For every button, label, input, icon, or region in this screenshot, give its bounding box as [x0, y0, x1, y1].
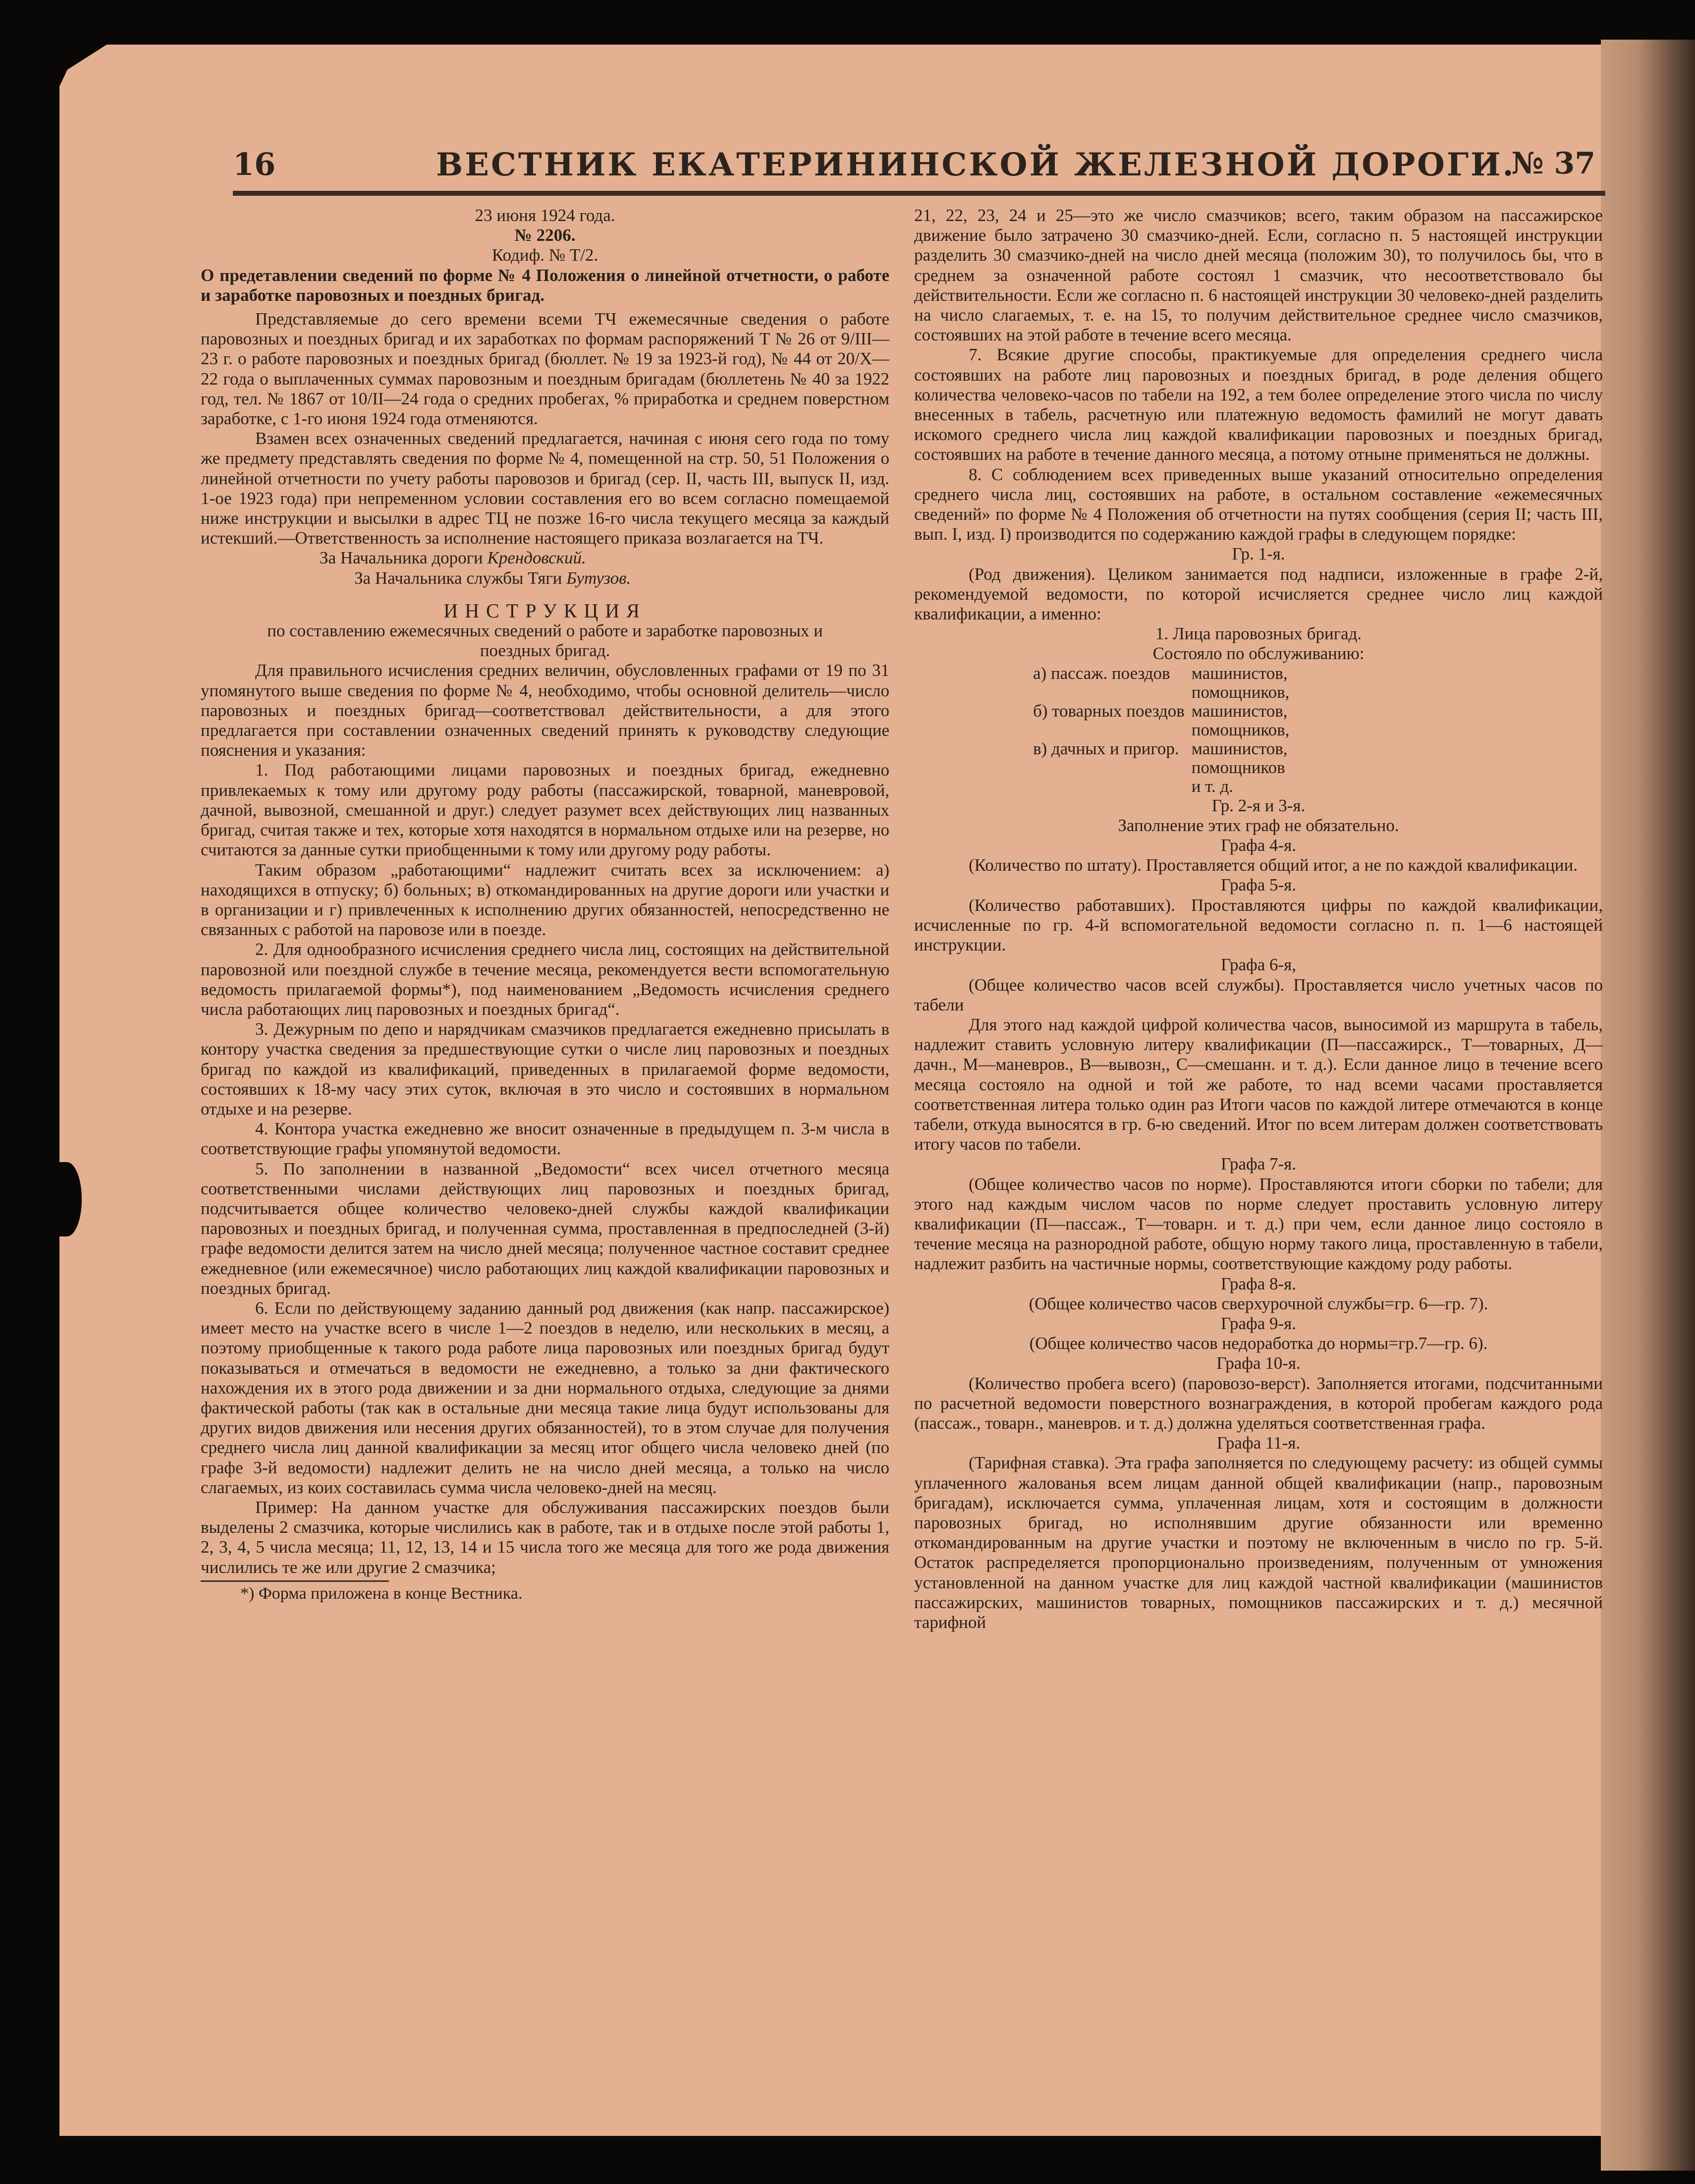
column-heading: Графа 4-я. — [1220, 836, 1297, 855]
instruction-item: 1. Под работающими лицами паровозных и поездных бригад, ежедневно привлекаемых к тому или другому роду работы (пассажирской, товарной, маневровой, дачной, вывозной, смешанной и друг.) следует разумет всех действующих лиц названных бригад, считая также и тех, которые хотя находятся в нормальном отдыхе или на резерве, но считаются за данные сутки приобщенными к тому или другому роду работы. — [201, 760, 889, 860]
service-role: и т. д. — [1191, 776, 1233, 796]
order-date: 23 июня 1924 года. — [475, 206, 615, 225]
column-text: (Количество пробега всего) (паровозо-верст). Заполняется итогами, подсчитанными по расчетной ведомости поверстного вознаграждения, в которой пробегам каждого рода (пассаж., товарн., маневров. и т. д.) должна уделяться соответственная графа. — [914, 1373, 1603, 1433]
column-subheading: Состояло по обслуживанию: — [1152, 644, 1365, 664]
right-column — [914, 206, 1603, 1632]
column-heading: Гр. 2-я и 3-я. — [1211, 795, 1306, 815]
example-continued: 21, 22, 23, 24 и 25—это же число смазчиков; всего, таким образом на пассажирское движение было затрачено 30 смазчико-дней. Если, согласно п. 5 настоящей инструкции разделить 30 смазчико-дней на число дней месяца (положим 30), то получилось бы, что в среднем за означенной работе состоял 1 смазчик, что несоответствовало бы действительности. Если же согласно п. 6 настоящей инструкции 30 человеко-дней разделить на число слагаемых, т. е. на 15, то получим действительное среднее число смазчиков, состоявших на этой работе в течение всего месяца. — [914, 206, 1603, 345]
service-label: б) товарных поездов — [1033, 701, 1185, 721]
column-text: (Род движения). Целиком занимается под надписи, изложенные в графе 2-й, рекомендуемой ведомости, по которой исчисляется среднее число лиц каждой квалификации, а именно: — [914, 564, 1603, 624]
column-heading: Гр. 1-я. — [1232, 544, 1285, 564]
instruction-item: 6. Если по действующему заданию данный род движения (как напр. пассажирское) имеет место на участке всего в числе 1—2 поездов в неделю, или нескольких в месяц, а поэтому приобщенные к такого рода работе лица паровозных или поездных бригад будут показываться и отмечаться в ведомости не ежедневно, а только за дни фактического нахождения их в этого рода движении и за дни нормального отдыха, следующие за днями фактической работы (так как в остальные дни месяца такие лица будут использованы для других видов движения или несения других обязанностей), то в этом случае для получения среднего числа лиц данной квалификации за месяц итог общего числа человеко дней (по графе 3-й ведомости) надлежит делить не на число дней месяца, а только на число слагаемых, из коих составилась сумма числа человеко-дней на месяц. — [201, 1298, 889, 1497]
order-subject: О предетавлении сведений по форме № 4 Положения о линейной отчетности, о работе и заработке паровозных и поездных бригад. — [201, 265, 889, 305]
instruction-item: Таким образом „работающими“ надлежит считать всех за исключением: а) находящихся в отпуску; б) больных; в) откомандированных на другие дороги или участки и в организации и г) привлеченных к исполнению других обязанностей, непосредственно не связанных с работой на паровозе или в поезде. — [201, 860, 889, 940]
service-role: помощников, — [1191, 720, 1290, 739]
instruction-item: 3. Дежурным по депо и нарядчикам смазчиков предлагается ежедневно присылать в контору участка сведения за предшествующие сутки о числе лиц паровозных и поездных бригад по каждой из квалификаций, приведенных в прилагаемой форме ведомости, состоявших к 18-му часу этих суток, включая в это число и состоявших в нормальном отдыхе и на резерве. — [201, 1019, 889, 1119]
service-label: а) пассаж. поездов — [1033, 663, 1170, 683]
journal-title: ВЕСТНИК ЕКАТЕРИНИНСКОЙ ЖЕЛЕЗНОЙ ДОРОГИ. — [436, 146, 1516, 183]
order-paragraph: Представляемые до сего времени всеми ТЧ ежемесячные сведения о работе паровозных и поездных бригад и их заработках по формам распоряжений Т № 26 от 9/III—23 г. о работе паровозных и поездных бригад (бюллет. № 19 за 1923-й год), № 44 от 20/X—22 года о выплаченных суммах паровозным и поездным бригадам (бюллетень № 40 за 1922 год, тел. № 1867 от 10/II—24 года о средних пробегах, % приработка и среднем поверстном заработке, с 1-го июня 1924 года отменяются. — [201, 309, 889, 429]
service-table — [1033, 664, 1296, 796]
footnote-rule — [201, 1580, 389, 1582]
signature-chief: За Начальника дороги Крендовский. — [320, 548, 586, 568]
service-role: машинистов, — [1191, 701, 1288, 721]
instruction-item: 2. Для однообразного исчисления среднего числа лиц, состоящих на действительной паровозной или поездной службе в течение месяца, рекомендуется вести вспомогательную ведомость прилагаемой формы*), под наименованием „Ведомость исчисления среднего числа работающих лиц паровозных и поездных бригад“. — [201, 940, 889, 1019]
column-heading: Графа 11-я. — [1216, 1433, 1301, 1453]
column-text: (Количество по штату). Проставляется общий итог, а не по каждой квалификации. — [969, 855, 1578, 875]
instruction-heading: ИНСТРУКЦИЯ — [443, 599, 647, 622]
service-role: машинистов, — [1191, 663, 1288, 683]
service-label: в) дачных и пригор. — [1033, 738, 1179, 758]
column-subheading: 1. Лица паровозных бригад. — [1155, 624, 1362, 644]
service-row — [1033, 702, 1296, 739]
left-column — [201, 206, 889, 1604]
next-page-edge — [1601, 40, 1695, 2171]
order-paragraph: Взамен всех означенных сведений предлагается, начиная с июня сего года по тому же предмету представлять сведения по форме № 4, помещенной на стр. 50, 51 Положения о линейной отчетности по учету работы паровозов и бригад (сер. II, часть III, выпуск II, изд. 1-ое 1923 года) при непременном условии составления его во всем согласно помещаемой ниже инструкции и высылки в адрес ТЦ не позже 16-го числа текущего месяца за каждый истекший.—Ответственность за исполнение настоящего приказа возлагается на ТЧ. — [201, 429, 889, 548]
column-heading: Графа 7-я. — [1220, 1154, 1297, 1174]
instruction-item: 5. По заполнении в названной „Ведомости“ всех чисел отчетного месяца соответственными числами действующих лиц паровозных и поездных бригад, подсчитывается общее количество человеко-дней службы каждой квалификации паровозных и поездных бригад, и полученная сумма, проставленная в предпоследней (3-й) графе ведомости делится затем на число дней месяца; полученное частное составит среднее ежедневное (или ежемесячное) число работающих лиц каждой квалификации паровозных и поездных бригад. — [201, 1159, 889, 1298]
instruction-item: 4. Контора участка ежедневно же вносит означенные в предыдущем п. 3-м числа в соответствующие графы упомянутой ведомости. — [201, 1119, 889, 1159]
column-heading: Графа 9-я. — [1220, 1313, 1297, 1333]
column-text: (Общее количество часов сверхурочной службы=гр. 6—гр. 7). — [1029, 1293, 1488, 1313]
column-text: Для этого над каждой цифрой количества часов, выносимой из маршрута в табель, надлежит ставить условную литеру квалификации (П—пассажирск., Т—товарных, Д—дачн., М—маневров., В—вывозн,, С—смешанн. и т. д.). Если данное лицо в течение всего месяца состояло на одной и той же работе, то над всеми часами проставляется соответственная литера только один раз Итоги часов по каждой литере отмечаются в конце табели, откуда выносятся в гр. 6-ю сведений. Итог по всем литерам должен соответствовать итогу часов по табели. — [914, 1014, 1603, 1154]
service-role: помощников — [1191, 757, 1285, 777]
service-row — [1033, 664, 1296, 702]
instruction-intro: Для правильного исчисления средних величин, обусловленных графами от 19 по 31 упомянутого выше сведения по форме № 4, необходимо, чтобы основной делитель—число паровозных и поездных бригад—соответствовал действительности, а для этого предлагается при составлении означенных сведений принять к руководству следующие пояснения и указания: — [201, 661, 889, 760]
binding-hole — [52, 1162, 82, 1236]
instruction-example: Пример: На данном участке для обслуживания пассажирских поездов были выделены 2 смазчика, которые числились как в работе, так и в отдыхе после этой работы 1, 2, 3, 4, 5 числа месяца; 11, 12, 13, 14 и 15 числа того же месяца для того же рода движения числились те же или другие 2 смазчика; — [201, 1498, 889, 1577]
page-number: 16 — [233, 146, 276, 182]
column-text: Заполнение этих граф не обязательно. — [1118, 815, 1399, 835]
service-row — [1033, 739, 1296, 796]
instruction-subtitle: по составлению ежемесячных сведений о работе и заработке паровозных и поездных бригад. — [267, 621, 823, 661]
column-text: (Общее количество часов недоработка до нормы=гр.7—гр. 6). — [1029, 1334, 1488, 1353]
footnote: *) Форма приложена в конце Вестника. — [240, 1584, 523, 1603]
page-header — [233, 146, 1605, 196]
column-heading: Графа 6-я, — [1220, 955, 1297, 975]
column-heading: Графа 8-я. — [1220, 1274, 1297, 1293]
column-text: (Общее количество часов всей службы). Проставляется число учетных часов по табели — [914, 975, 1603, 1014]
column-text: (Общее количество часов по норме). Проставляются итоги сборки по табели; для этого над каждым числом часов по норме следует проставить условную литеру квалификации (П—пассаж., Т—товарн. и т. д.) при чем, если данное лицо состояло в течение месяца на разнородной работе, общую норму такого лица, проставленную в табели, надлежит разбить на частичные нормы, соответствующие каждому роду работы. — [914, 1174, 1603, 1274]
column-heading: Графа 5-я. — [1220, 875, 1297, 895]
order-number: № 2206. — [514, 225, 576, 245]
column-text: (Тарифная ставка). Эта графа заполняется по следующему расчету: из общей суммы уплаченного жалованья всем лицам данной общей квалификации (напр., паровозным бригадам), исключается сумма, уплаченная лицам, хотя и состоящим в должности паровозных бригад, но исполнявшим другие обязанности или временно откомандированным на другие участки и поэтому не включенным в число по гр. 5-й. Остаток распределяется пропорционально произведениям, полученным от умножения установленной на данном участке для лиц каждой частной квалификации (машинистов пассажирских, машинистов товарных, помощников пассажирских и т. д.) месячной тарифной — [914, 1453, 1603, 1632]
signature-traction: За Начальника службы Тяги Бутузов. — [354, 568, 631, 588]
service-role: машинистов, — [1191, 738, 1288, 758]
instruction-item: 8. С соблюдением всех приведенных выше указаний относительно определения среднего числа лиц, состоявших на работе, в остальном составление «ежемесячных сведений» по форме № 4 Положения об отчетности на путях сообщения (серия II; часть III, вып. I, изд. I) производится по содержанию каждой графы в следующем порядке: — [914, 464, 1603, 544]
column-text: (Количество работавших). Проставляются цифры по каждой квалификации, исчисленные по гр. 4-й вспомогательной ведомости согласно п. п. 1—6 настоящей инструкции. — [914, 895, 1603, 955]
instruction-item: 7. Всякие другие способы, практикуемые для определения среднего числа состоявших на работе лиц паровозных и поездных бригад, в роде деления общего количества человеко-часов по табели на 192, а тем более определение этого числа по числу внесенных в табель, расчетную или платежную ведомость фамилий не могут давать искомого среднего числа лиц каждой квалификации паровозных и поездных бригад, состоявших на работе в течение данного месяца, а потому отныне применяться не должны. — [914, 345, 1603, 464]
service-role: помощников, — [1191, 682, 1290, 702]
column-heading: Графа 10-я. — [1216, 1353, 1301, 1373]
issue-number: № 37 — [1511, 146, 1595, 181]
order-codif: Кодиф. № Т/2. — [492, 245, 599, 265]
